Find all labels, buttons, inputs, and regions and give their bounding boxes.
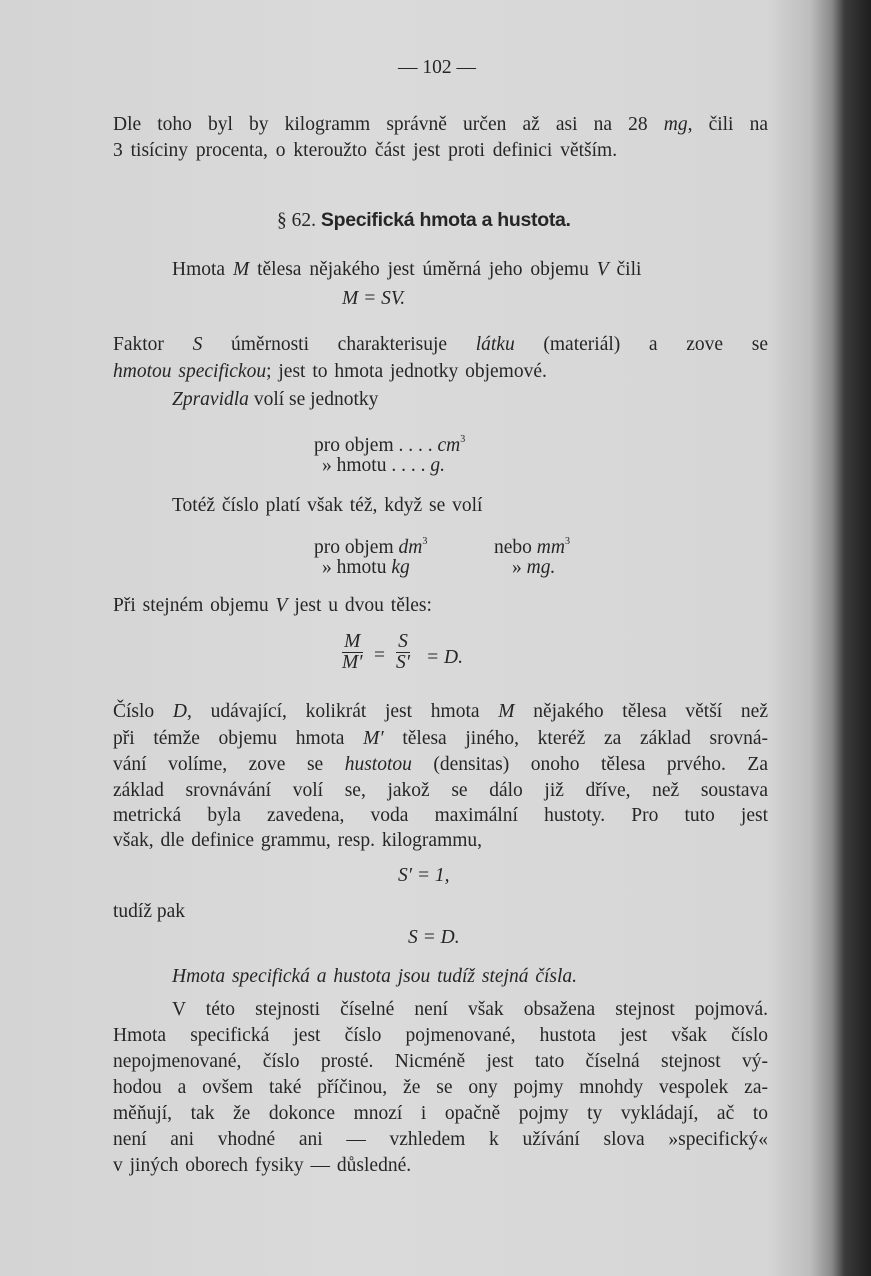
text: pro objem (314, 537, 399, 558)
text: Dle toho byl by kilogramm správně určen až asi na 28 (113, 114, 664, 135)
paragraph-line (113, 727, 768, 751)
text: úměrnosti charakterisuje (202, 334, 476, 355)
var: D (172, 701, 187, 722)
equals: = (374, 645, 385, 666)
text: Faktor (113, 334, 193, 355)
denominator: S′ (396, 652, 411, 673)
unit: mg (663, 114, 688, 135)
emph: Zpravidla (172, 389, 249, 410)
text: tělesa jiného, kteréž za základ srovná- (383, 728, 768, 749)
equals (426, 646, 463, 670)
section-number: § 62. (277, 210, 316, 231)
section-title: Specifická hmota a hustota. (320, 209, 571, 231)
text: , čili na (687, 114, 768, 135)
text: Hmota (172, 259, 233, 280)
text: při témže objemu hmota (113, 728, 364, 749)
var: M′ (363, 728, 384, 749)
emph: hustotou (344, 754, 412, 775)
var: M (232, 259, 250, 280)
text: tělesa nějakého jest úměrná jeho objemu (249, 259, 597, 280)
paragraph-line (113, 113, 768, 137)
var: V (596, 259, 609, 280)
unit: mg. (526, 557, 556, 578)
section-heading (277, 208, 571, 233)
paragraph-line: metrická byla zavedena, voda maximální hustoty. Pro tuto jest (113, 805, 768, 826)
paragraph-line: V této stejnosti číselné není však obsažena stejnost pojmová. (172, 999, 768, 1020)
exp: 3 (460, 434, 466, 445)
page-number: — 102 — (398, 57, 476, 78)
paragraph-line (172, 258, 641, 282)
paragraph-line: hodou a ovšem také příčinou, že se ony pojmy mnohdy vespolek za- (113, 1077, 768, 1098)
text: ; jest to hmota jednotky objemové. (266, 361, 547, 382)
emph: hmotou specifickou (113, 361, 267, 382)
text: Při stejném objemu (113, 595, 276, 616)
formula-text: S = D. (408, 927, 460, 948)
units-row (322, 454, 445, 478)
paragraph-line (113, 360, 547, 384)
paragraph-line (113, 594, 432, 618)
unit: dm (398, 537, 423, 558)
var: M (498, 701, 515, 722)
text: (densitas) onoho tělesa prvého. Za (411, 754, 768, 775)
paragraph-line: tudíž pak (113, 901, 186, 922)
formula (398, 864, 450, 888)
formula-text: S′ = 1, (398, 865, 450, 886)
text: (materiál) a zove se (514, 334, 768, 355)
emph: Hmota specifická a hustota jsou tudíž stejná čísla. (172, 966, 578, 987)
text: nějakého tělesa větší než (514, 701, 768, 722)
text: pro objem . . . . (314, 435, 438, 456)
var: V (275, 595, 288, 616)
numerator: S (398, 631, 408, 652)
paragraph-line: Hmota specifická jest číslo pojmenované, hustota jest však číslo (113, 1025, 768, 1046)
paragraph-line: Totéž číslo platí však též, když se volí (172, 495, 483, 516)
formula (408, 926, 460, 950)
paragraph-line: 3 tisíciny procenta, o kteroužto část jest proti definici větším. (113, 140, 618, 161)
exp: 3 (422, 536, 428, 547)
paragraph-line: však, dle definice grammu, resp. kilogrammu, (113, 830, 483, 851)
unit: mm (536, 537, 565, 558)
paragraph-line: v jiných oborech fysiky — důsledné. (113, 1155, 412, 1176)
unit: cm (437, 435, 461, 456)
unit: kg (391, 557, 410, 578)
denominator: M′ (342, 652, 363, 673)
paragraph-line (172, 388, 378, 412)
conclusion (172, 965, 577, 989)
text: » hmotu (322, 557, 392, 578)
text: » (512, 557, 527, 578)
units-row (512, 556, 555, 580)
formula-text: M = SV. (342, 288, 406, 309)
unit: g. (430, 455, 445, 476)
paragraph-line: měňují, tak že dokonce mnozí i opačně pojmy ty vykládají, ač to (113, 1103, 768, 1124)
paragraph-line: nepojmenované, číslo prosté. Nicméně jest tato číselná stejnost vý- (113, 1051, 768, 1072)
units-row (322, 556, 410, 580)
paragraph-line: není ani vhodné ani — vzhledem k užívání slova »specifický« (113, 1129, 768, 1150)
fraction (342, 632, 363, 673)
var: S (192, 334, 203, 355)
text: , udávající, kolikrát jest hmota (186, 701, 499, 722)
paragraph-line (113, 333, 768, 357)
text: Číslo (113, 701, 173, 722)
exp: 3 (564, 536, 570, 547)
paragraph-line: základ srovnávání volí se, jakož se dálo již dříve, než soustava (113, 780, 768, 801)
text: » hmotu . . . . (322, 455, 431, 476)
fraction (396, 632, 410, 673)
formula (342, 287, 405, 311)
text: vání volíme, zove se (113, 754, 345, 775)
paragraph-line (113, 700, 768, 724)
text: jest u dvou těles: (287, 595, 432, 616)
formula-text: = D. (426, 647, 463, 668)
text: čili (608, 259, 642, 280)
text: volí se jednotky (248, 389, 379, 410)
numerator: M (344, 631, 361, 652)
text: nebo (494, 537, 537, 558)
paragraph-line (113, 753, 768, 777)
emph: látku (475, 334, 515, 355)
